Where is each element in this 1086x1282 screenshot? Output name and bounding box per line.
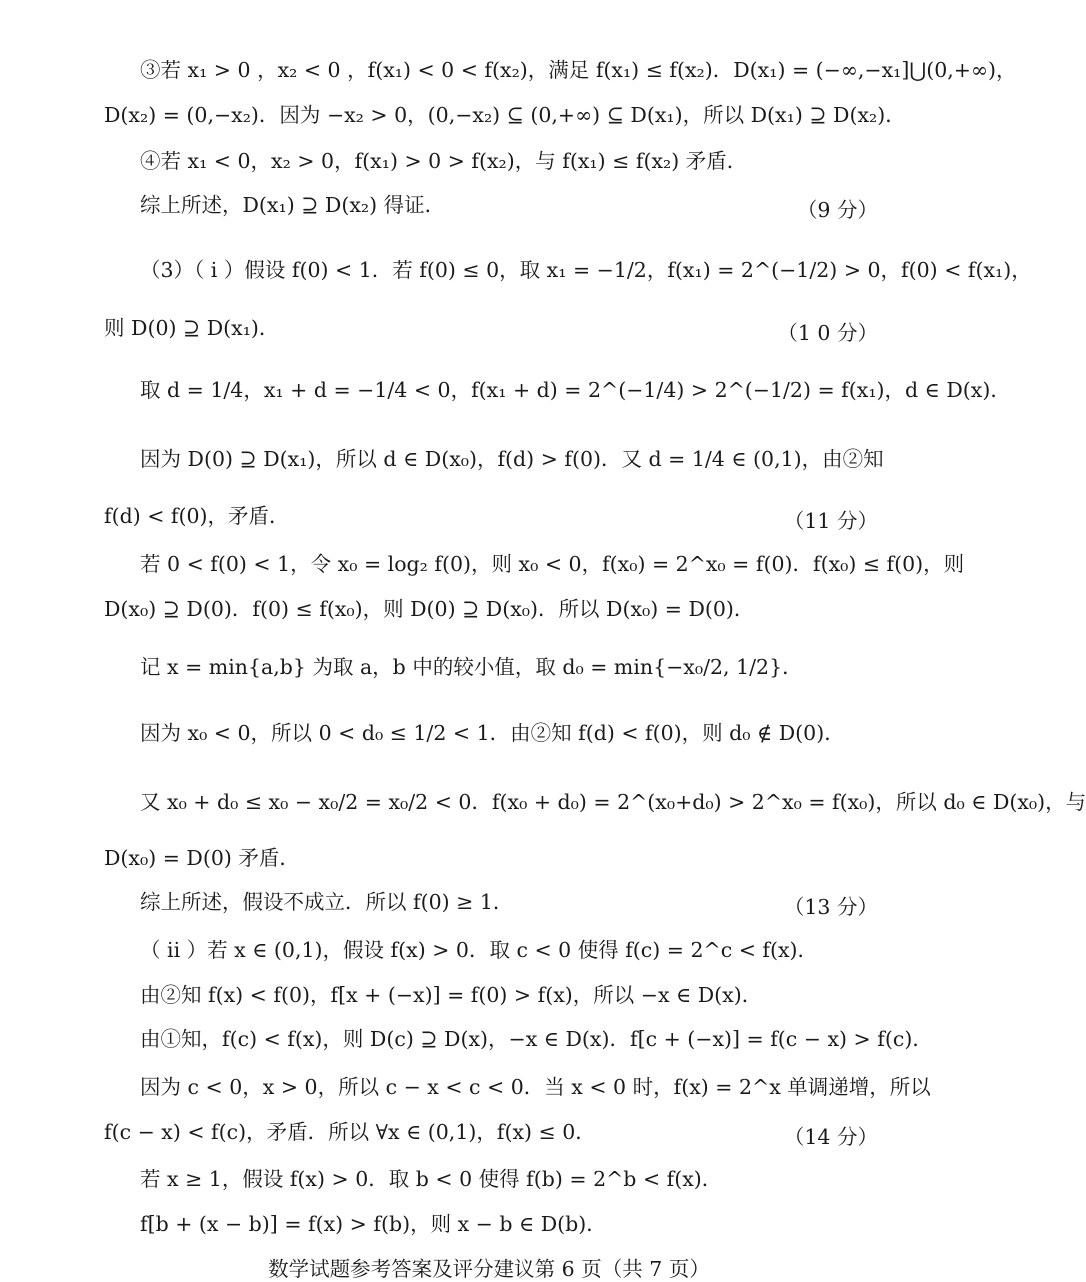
proof-line: 综上所述，D(x₁) ⊇ D(x₂) 得证． (140, 193, 446, 217)
proof-line: 因为 c < 0，x > 0，所以 c − x < c < 0．当 x < 0 时，f(x) = 2^x 单调递增，所以 (140, 1075, 931, 1099)
proof-line: 由①知，f(c) < f(x)，则 D(c) ⊇ D(x)，−x ∈ D(x)．f[c + (−x)] = f(c − x) > f(c)． (140, 1027, 933, 1051)
proof-line: f(c − x) < f(c)，矛盾．所以 ∀x ∈ (0,1)，f(x) ≤ 0． (104, 1120, 596, 1144)
score-marker: （13 分） (783, 895, 878, 919)
proof-line: 则 D(0) ⊇ D(x₁)． (104, 316, 280, 340)
proof-line: 因为 D(0) ⊇ D(x₁)，所以 d ∈ D(x₀)，f(d) > f(0)．又 d = 1/4 ∈ (0,1)，由②知 (140, 447, 884, 471)
score-marker: （11 分） (783, 509, 878, 533)
proof-line: D(x₂) = (0,−x₂)．因为 −x₂ > 0，(0,−x₂) ⊆ (0,+∞) ⊆ D(x₁)，所以 D(x₁) ⊇ D(x₂)． (104, 103, 906, 127)
proof-line: （ ii ）若 x ∈ (0,1)，假设 f(x) > 0．取 c < 0 使得 f(c) = 2^c < f(x)． (140, 938, 819, 962)
score-marker: （9 分） (796, 198, 878, 222)
proof-line: 因为 x₀ < 0，所以 0 < d₀ ≤ 1/2 < 1．由②知 f(d) < f(0)，则 d₀ ∉ D(0)． (140, 721, 845, 745)
proof-line: D(x₀) = D(0) 矛盾． (104, 846, 300, 870)
score-marker: （14 分） (783, 1125, 878, 1149)
proof-line: 若 x ≥ 1，假设 f(x) > 0．取 b < 0 使得 f(b) = 2^b < f(x)． (140, 1167, 723, 1191)
proof-line: ④若 x₁ < 0，x₂ > 0，f(x₁) > 0 > f(x₂)，与 f(x₁) ≤ f(x₂) 矛盾． (140, 149, 748, 173)
proof-line: 又 x₀ + d₀ ≤ x₀ − x₀/2 = x₀/2 < 0．f(x₀ + d₀) = 2^(x₀+d₀) > 2^x₀ = f(x₀)，所以 d₀ ∈ D(x₀)，与 (140, 790, 1086, 814)
proof-line: 记 x = min{a,b} 为取 a，b 中的较小值，取 d₀ = min{−x₀/2, 1/2}． (140, 655, 803, 679)
proof-line: f(d) < f(0)，矛盾． (104, 504, 290, 528)
proof-line: D(x₀) ⊇ D(0)．f(0) ≤ f(x₀)，则 D(0) ⊇ D(x₀)．所以 D(x₀) = D(0)． (104, 597, 755, 621)
proof-line: f[b + (x − b)] = f(x) > f(b)，则 x − b ∈ D(b)． (140, 1212, 607, 1236)
proof-line: 若 0 < f(0) < 1，令 x₀ = log₂ f(0)，则 x₀ < 0，f(x₀) = 2^x₀ = f(0)．f(x₀) ≤ f(0)，则 (140, 552, 965, 576)
page-footer: 数学试题参考答案及评分建议第 6 页（共 7 页） (268, 1257, 710, 1281)
score-marker: （1 0 分） (777, 321, 878, 345)
proof-line: 综上所述，假设不成立．所以 f(0) ≥ 1． (140, 890, 514, 914)
proof-line: 由②知 f(x) < f(0)，f[x + (−x)] = f(0) > f(x)，所以 −x ∈ D(x)． (140, 983, 763, 1007)
proof-line: 取 d = 1/4，x₁ + d = −1/4 < 0，f(x₁ + d) = 2^(−1/4) > 2^(−1/2) = f(x₁)，d ∈ D(x)． (140, 378, 1011, 402)
proof-line: ③若 x₁ > 0 ，x₂ < 0 ，f(x₁) < 0 < f(x₂)，满足 f(x₁) ≤ f(x₂)．D(x₁) = (−∞,−x₁]⋃(0,+∞)， (140, 58, 1017, 82)
proof-line: （3）（ i ）假设 f(0) < 1．若 f(0) ≤ 0，取 x₁ = −1/2，f(x₁) = 2^(−1/2) > 0，f(0) < f(x₁)， (140, 258, 1032, 282)
